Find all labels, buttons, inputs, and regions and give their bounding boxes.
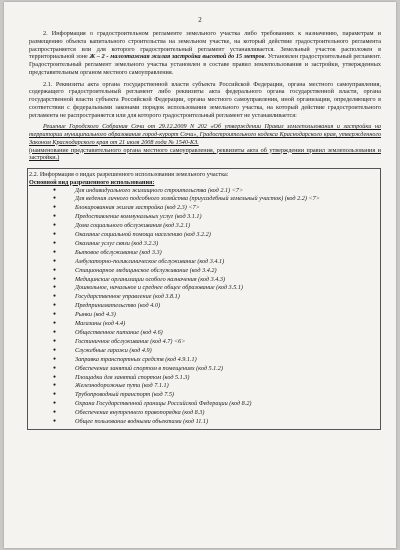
use-label: Стационарное медицинское обслуживание (код 3.4.2) [75,266,217,274]
list-item [31,231,377,240]
bullet-icon: ● [53,196,57,202]
document-page [4,2,396,548]
use-label: Дома социального обслуживания (код 3.2.1) [75,222,191,230]
page-number: 2 [198,16,202,24]
bullet-icon: ● [53,258,57,264]
use-label: Оказание социальной помощи населению (код 3.2.2) [75,231,211,239]
list-item [31,338,377,347]
bullet-icon: ● [53,285,57,291]
list-item [31,382,377,391]
list-item [31,213,377,222]
main-uses-heading: Основной вид разрешенного использования: [29,178,155,186]
use-label: Предоставление коммунальных услуг (код 3.1.1) [75,213,202,221]
bullet-icon: ● [53,401,57,407]
bullet-icon: ● [53,294,57,300]
use-label: Медицинские организации особого назначения (код 3.4.3) [75,275,226,283]
use-label: Для ведения личного подсобного хозяйства (приусадебный земельный участок) (код 2.2) <7> [75,195,320,203]
use-label: Предпринимательство (код 4.0) [75,302,161,310]
paragraph-2-2: 2.2. Информация о видах разрешенного использования земельного участка: [29,171,229,178]
bullet-icon: ● [53,240,57,246]
bullet-icon: ● [53,249,57,255]
list-item [31,409,377,418]
use-label: Железнодорожные пути (код 7.1.1) [75,382,169,390]
uses-list [31,187,377,427]
bullet-icon: ● [53,419,57,425]
list-item [31,356,377,365]
bullet-icon: ● [53,347,57,353]
use-label: Заправка транспортных средств (код 4.9.1.1) [75,355,197,363]
use-label: Амбулаторно-поликлиническое обслуживание (код 3.4.1) [75,257,225,265]
use-label: Служебные гаражи (код 4.9) [75,346,152,354]
list-item [31,320,377,329]
list-item [31,400,377,409]
list-item [31,258,377,267]
use-label: Бытовое обслуживание (код 3.3) [75,248,162,256]
list-item [31,276,377,285]
use-label: Обеспечение внутреннего правопорядка (код 8.3) [75,409,205,417]
list-item [31,187,377,196]
list-item [31,311,377,320]
use-label: Для индивидуального жилищного строительства (код 2.1) <7> [75,186,244,194]
list-item [31,267,377,276]
bullet-icon: ● [53,312,57,318]
list-item [31,418,377,427]
list-item [31,195,377,204]
list-item [31,347,377,356]
list-item [31,293,377,302]
bullet-icon: ● [53,223,57,229]
use-label: Площадки для занятий спортом (код 5.1.3) [75,373,190,381]
list-item [31,284,377,293]
use-label: Магазины (код 4.4) [75,320,126,328]
bullet-icon: ● [53,410,57,416]
list-item [31,365,377,374]
bullet-icon: ● [53,365,57,371]
bullet-icon: ● [53,356,57,362]
list-item [31,222,377,231]
list-item [31,204,377,213]
paragraph-info [29,30,381,77]
bullet-icon: ● [53,267,57,273]
bullet-icon: ● [53,321,57,327]
list-item [31,391,377,400]
use-label: Трубопроводный транспорт (код 7.5) [75,391,174,399]
use-label: Государственное управление (код 3.8.1) [75,293,180,301]
zone-suffix: . Установлен градостроительный регламент. Градостроительный регламент земельного участка установлен в составе правил землепользования и застройки, утвержденных представительным органом местного самоуправления. [29,53,381,76]
list-item [31,329,377,338]
document-body [29,30,381,430]
list-item [31,240,377,249]
bullet-icon: ● [53,392,57,398]
list-item [31,249,377,258]
bullet-icon: ● [53,303,57,309]
paragraph-info-text: 2. Информация о градостроительном регламенте земельного участка либо требованиях к назначению, параметрам и размещению объекта капитального строительства на земельном участке, на который действие градостроительного регламента распространяется или для которого градостроительный регламент устанавливается. Земельный участок расположен в территориальной [29,30,381,61]
use-label: Общее пользование водными объектами (код 11.1) [75,418,209,426]
zone-prefix: зоне [76,53,88,61]
use-label: Обеспечение занятий спортом в помещениях (код 5.1.2) [75,364,223,372]
bullet-icon: ● [53,214,57,220]
decision-text: Решение Городского Собрания Сочи от 29.12.2009 N 202 «Об утверждении Правил землепользования и застройки на территории муниципального образования город-курорт Сочи», Градостроительного кодекса Краснодарского края, утвержденного Законом Краснодарского края от 21 июля 2008 года № 1540-КЗ. [29,123,381,146]
bullet-icon: ● [53,374,57,380]
decision-caption: (наименование представительного органа местного самоуправления, реквизиты акта об утверждении правил землепользования и застройки.) [29,146,381,162]
bullet-icon: ● [53,205,57,211]
use-label: Гостиничное обслуживание (код 4.7) <6> [75,337,186,345]
use-label: Охрана Государственной границы Российской Федерации (код 8.2) [75,400,252,408]
paragraph-2-1: 2.1. Реквизиты акта органа государственной власти субъекта Российской Федерации, органа местного самоуправления, содержащего градостроительный регламент либо реквизиты акта федерального органа государственной власти, органа государственной власти субъекта Российской Федерации, органа местного самоуправления, иной организации, определяющего в соответствии с федеральными законами порядок использования земельного участка, на который действие градостроительного регламента не распространяется или для которого градостроительный регламент не устанавливается: [29,80,381,119]
use-label: Оказание услуг связи (код 3.2.3) [75,239,159,247]
bullet-icon: ● [53,232,57,238]
list-item [31,374,377,383]
use-label: Рынки (код 4.3) [75,311,116,319]
permitted-use-box [27,168,381,430]
use-label: Дошкольное, начальное и среднее общее образование (код 3.5.1) [75,284,243,292]
list-item [31,302,377,311]
bullet-icon: ● [53,187,57,193]
use-label: Блокированная жилая застройка (код 2.3) <7> [75,204,200,212]
bullet-icon: ● [53,330,57,335]
bullet-icon: ● [53,276,57,282]
use-label: Общественное питание (код 4.6) [75,329,163,336]
bullet-icon: ● [53,383,57,389]
bullet-icon: ● [53,338,57,344]
zone-value: Ж – 2 - малоэтажная жилая застройка высотой до 15 метров [89,53,265,61]
